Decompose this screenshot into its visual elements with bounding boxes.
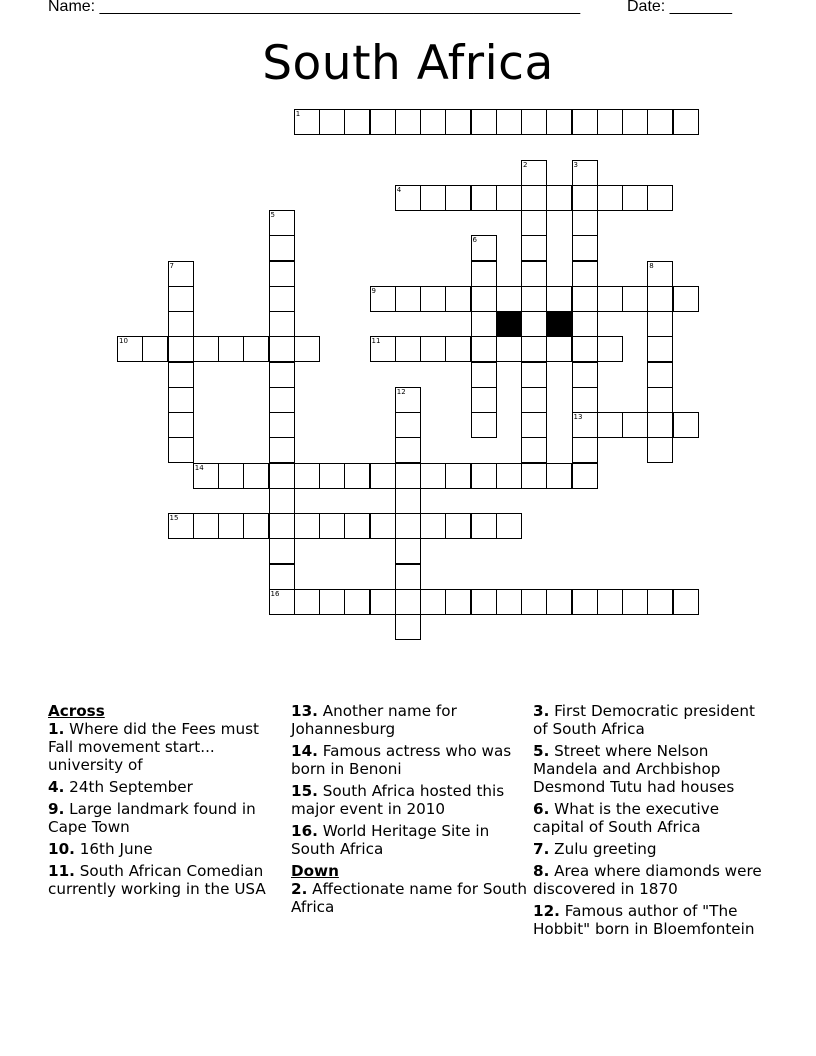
grid-cell[interactable] <box>521 589 547 615</box>
grid-cell[interactable] <box>269 538 295 564</box>
grid-cell[interactable] <box>622 412 648 438</box>
clue-across-9: 9. Large landmark found in Cape Town <box>48 800 256 836</box>
grid-cell[interactable] <box>496 589 522 615</box>
grid-cell[interactable] <box>471 387 497 413</box>
grid-cell[interactable] <box>546 109 572 135</box>
grid-cell[interactable] <box>168 286 194 312</box>
grid-cell[interactable] <box>445 336 471 362</box>
clues-column-1 <box>48 702 284 902</box>
grid-cell[interactable] <box>471 286 497 312</box>
grid-cell[interactable] <box>521 109 547 135</box>
clue-number: 11 <box>371 337 381 346</box>
grid-cell[interactable] <box>269 311 295 337</box>
grid-cell[interactable] <box>471 311 497 337</box>
grid-cell[interactable] <box>521 160 547 186</box>
clue-number: 5 <box>270 211 275 219</box>
grid-cell[interactable] <box>572 463 598 489</box>
grid-cell[interactable] <box>496 463 522 489</box>
name-label: Name: <box>48 0 96 15</box>
grid-cell[interactable] <box>622 589 648 615</box>
grid-cell[interactable] <box>521 210 547 236</box>
grid-cell[interactable] <box>471 336 497 362</box>
clue-number: 1 <box>295 110 301 118</box>
grid-cell[interactable] <box>269 463 295 489</box>
grid-cell[interactable] <box>269 513 295 539</box>
grid-cell[interactable] <box>395 589 421 615</box>
grid-cell[interactable] <box>597 412 623 438</box>
grid-cell[interactable] <box>647 412 673 438</box>
clue-number: 3 <box>573 160 578 169</box>
grid-cell[interactable] <box>572 185 598 211</box>
grid-cell[interactable] <box>269 437 295 463</box>
clues-column-2 <box>291 702 527 920</box>
grid-cell[interactable] <box>319 589 345 615</box>
grid-cell[interactable] <box>420 109 446 135</box>
clue-number: 13 <box>573 413 583 421</box>
grid-cell[interactable] <box>269 210 295 236</box>
clue-number: 2 <box>523 160 528 169</box>
grid-cell[interactable] <box>294 336 320 362</box>
grid-cell[interactable] <box>572 261 598 287</box>
grid-cell[interactable] <box>243 463 269 489</box>
grid-cell[interactable] <box>269 286 295 312</box>
grid-cell[interactable] <box>572 286 598 312</box>
grid-cell[interactable] <box>243 513 269 539</box>
grid-cell[interactable] <box>622 109 648 135</box>
grid-cell[interactable] <box>420 336 446 362</box>
grid-cell[interactable] <box>117 336 143 362</box>
grid-block <box>496 311 522 337</box>
grid-cell[interactable] <box>546 286 572 312</box>
grid-cell[interactable] <box>647 311 673 337</box>
grid-cell[interactable] <box>572 589 598 615</box>
grid-cell[interactable] <box>521 261 547 287</box>
clue-down-12: 12. Famous author of "The Hobbit" born in Bloemfontein <box>533 902 755 938</box>
grid-cell[interactable] <box>344 513 370 539</box>
grid-cell[interactable] <box>168 513 194 539</box>
grid-cell[interactable] <box>471 463 497 489</box>
clue-across-11: 11. South African Comedian currently working in the USA <box>48 862 266 898</box>
grid-cell[interactable] <box>142 336 168 362</box>
clue-number: 10 <box>119 337 128 346</box>
grid-cell[interactable] <box>269 387 295 413</box>
grid-cell[interactable] <box>395 286 421 312</box>
grid-cell[interactable] <box>673 589 699 615</box>
grid-cell[interactable] <box>572 311 598 337</box>
grid-cell[interactable] <box>673 109 699 135</box>
grid-cell[interactable] <box>420 185 446 211</box>
grid-cell[interactable] <box>496 286 522 312</box>
grid-cell[interactable] <box>344 463 370 489</box>
grid-cell[interactable] <box>647 362 673 388</box>
clue-across-10: 10. 16th June <box>48 840 153 858</box>
grid-cell[interactable] <box>243 336 269 362</box>
page-title: South Africa <box>262 36 554 91</box>
grid-cell[interactable] <box>647 387 673 413</box>
grid-cell[interactable] <box>572 362 598 388</box>
grid-cell[interactable] <box>546 185 572 211</box>
grid-cell[interactable] <box>471 513 497 539</box>
grid-cell[interactable] <box>395 336 421 362</box>
grid-cell[interactable] <box>344 109 370 135</box>
grid-cell[interactable] <box>395 437 421 463</box>
clue-number: 7 <box>169 261 174 270</box>
grid-cell[interactable] <box>521 362 547 388</box>
clue-number: 15 <box>169 514 179 522</box>
clue-number: 6 <box>472 236 477 245</box>
clue-down-8: 8. Area where diamonds were discovered in 1870 <box>533 862 762 898</box>
grid-cell[interactable] <box>471 235 497 261</box>
clue-across-16: 16. World Heritage Site in South Africa <box>291 822 490 858</box>
clue-number: 12 <box>396 387 406 396</box>
grid-cell[interactable] <box>572 160 598 186</box>
date-label: Date: <box>627 0 666 15</box>
grid-cell[interactable] <box>269 362 295 388</box>
down-heading: Down <box>291 862 339 880</box>
grid-cell[interactable] <box>420 286 446 312</box>
clue-across-4: 4. 24th September <box>48 778 193 796</box>
grid-cell[interactable] <box>395 564 421 590</box>
grid-cell[interactable] <box>572 412 598 438</box>
clue-across-1: 1. Where did the Fees must Fall movement start... university of <box>48 720 259 774</box>
grid-cell[interactable] <box>370 286 396 312</box>
grid-cell[interactable] <box>471 412 497 438</box>
grid-cell[interactable] <box>572 235 598 261</box>
grid-cell[interactable] <box>572 387 598 413</box>
grid-cell[interactable] <box>269 564 295 590</box>
grid-cell[interactable] <box>168 437 194 463</box>
grid-cell[interactable] <box>294 109 320 135</box>
grid-cell[interactable] <box>572 437 598 463</box>
grid-cell[interactable] <box>597 589 623 615</box>
grid-cell[interactable] <box>168 336 194 362</box>
clue-across-15: 15. South Africa hosted this major event in 2010 <box>291 782 505 818</box>
clue-number: 14 <box>194 463 204 472</box>
grid-cell[interactable] <box>647 185 673 211</box>
grid-cell[interactable] <box>420 513 446 539</box>
grid-cell[interactable] <box>395 538 421 564</box>
grid-cell[interactable] <box>521 235 547 261</box>
grid-cell[interactable] <box>496 109 522 135</box>
grid-cell[interactable] <box>521 387 547 413</box>
clue-number: 16 <box>270 589 280 598</box>
grid-cell[interactable] <box>647 286 673 312</box>
grid-cell[interactable] <box>445 185 471 211</box>
grid-cell[interactable] <box>370 513 396 539</box>
grid-cell[interactable] <box>395 387 421 413</box>
grid-cell[interactable] <box>471 109 497 135</box>
grid-cell[interactable] <box>395 463 421 489</box>
clue-down-6: 6. What is the executive capital of South Africa <box>533 800 720 836</box>
grid-cell[interactable] <box>319 463 345 489</box>
clue-number: 8 <box>649 261 654 270</box>
grid-cell[interactable] <box>168 311 194 337</box>
grid-cell[interactable] <box>269 235 295 261</box>
grid-cell[interactable] <box>647 437 673 463</box>
grid-cell[interactable] <box>218 463 244 489</box>
grid-cell[interactable] <box>673 286 699 312</box>
grid-cell[interactable] <box>647 589 673 615</box>
grid-cell[interactable] <box>647 336 673 362</box>
grid-cell[interactable] <box>546 589 572 615</box>
grid-cell[interactable] <box>370 589 396 615</box>
grid-cell[interactable] <box>218 336 244 362</box>
grid-cell[interactable] <box>193 463 219 489</box>
grid-cell[interactable] <box>597 185 623 211</box>
grid-cell[interactable] <box>597 109 623 135</box>
grid-cell[interactable] <box>471 362 497 388</box>
grid-cell[interactable] <box>496 185 522 211</box>
grid-block <box>546 311 572 337</box>
grid-cell[interactable] <box>521 311 547 337</box>
grid-cell[interactable] <box>521 437 547 463</box>
clue-across-14: 14. Famous actress who was born in Benoni <box>291 742 512 778</box>
grid-cell[interactable] <box>521 286 547 312</box>
grid-cell[interactable] <box>521 185 547 211</box>
grid-cell[interactable] <box>218 513 244 539</box>
grid-cell[interactable] <box>420 589 446 615</box>
grid-cell[interactable] <box>193 513 219 539</box>
grid-cell[interactable] <box>521 336 547 362</box>
grid-cell[interactable] <box>572 109 598 135</box>
grid-cell[interactable] <box>445 286 471 312</box>
grid-cell[interactable] <box>269 589 295 615</box>
grid-cell[interactable] <box>269 336 295 362</box>
grid-cell[interactable] <box>572 336 598 362</box>
grid-cell[interactable] <box>546 336 572 362</box>
grid-cell[interactable] <box>521 412 547 438</box>
grid-cell[interactable] <box>193 336 219 362</box>
grid-cell[interactable] <box>622 185 648 211</box>
grid-cell[interactable] <box>496 336 522 362</box>
grid-cell[interactable] <box>420 463 446 489</box>
grid-cell[interactable] <box>673 412 699 438</box>
clue-number: 4 <box>396 185 402 194</box>
grid-cell[interactable] <box>370 336 396 362</box>
grid-cell[interactable] <box>622 286 648 312</box>
grid-cell[interactable] <box>395 412 421 438</box>
grid-cell[interactable] <box>294 589 320 615</box>
grid-cell[interactable] <box>269 412 295 438</box>
grid-cell[interactable] <box>471 185 497 211</box>
grid-cell[interactable] <box>572 210 598 236</box>
grid-cell[interactable] <box>319 513 345 539</box>
grid-cell[interactable] <box>647 261 673 287</box>
grid-cell[interactable] <box>395 513 421 539</box>
grid-cell[interactable] <box>319 109 345 135</box>
grid-cell[interactable] <box>269 488 295 514</box>
grid-cell[interactable] <box>445 589 471 615</box>
grid-cell[interactable] <box>597 286 623 312</box>
grid-cell[interactable] <box>445 513 471 539</box>
grid-cell[interactable] <box>168 412 194 438</box>
grid-cell[interactable] <box>294 463 320 489</box>
clue-down-2: 2. Affectionate name for South Africa <box>291 880 527 916</box>
grid-cell[interactable] <box>269 261 295 287</box>
grid-cell[interactable] <box>471 589 497 615</box>
date-line[interactable]: _______ <box>669 0 732 15</box>
across-heading: Across <box>48 702 105 720</box>
grid-cell[interactable] <box>546 463 572 489</box>
clue-down-3: 3. First Democratic president of South Africa <box>533 702 755 738</box>
grid-cell[interactable] <box>445 463 471 489</box>
grid-cell[interactable] <box>344 589 370 615</box>
clue-down-7: 7. Zulu greeting <box>533 840 657 858</box>
name-line[interactable]: ______________________________________________________ <box>99 0 581 15</box>
grid-cell[interactable] <box>445 109 471 135</box>
clue-number: 9 <box>371 286 376 295</box>
grid-cell[interactable] <box>471 261 497 287</box>
grid-cell[interactable] <box>370 463 396 489</box>
grid-cell[interactable] <box>294 513 320 539</box>
grid-cell[interactable] <box>521 463 547 489</box>
grid-cell[interactable] <box>168 362 194 388</box>
grid-cell[interactable] <box>395 109 421 135</box>
grid-cell[interactable] <box>168 387 194 413</box>
grid-cell[interactable] <box>647 109 673 135</box>
clue-down-5: 5. Street where Nelson Mandela and Archbishop Desmond Tutu had houses <box>533 742 735 796</box>
grid-cell[interactable] <box>395 614 421 640</box>
grid-cell[interactable] <box>168 261 194 287</box>
clues-column-3 <box>533 702 769 942</box>
grid-cell[interactable] <box>395 488 421 514</box>
grid-cell[interactable] <box>597 336 623 362</box>
grid-cell[interactable] <box>496 513 522 539</box>
grid-cell[interactable] <box>395 185 421 211</box>
grid-cell[interactable] <box>370 109 396 135</box>
clue-across-13: 13. Another name for Johannesburg <box>291 702 457 738</box>
